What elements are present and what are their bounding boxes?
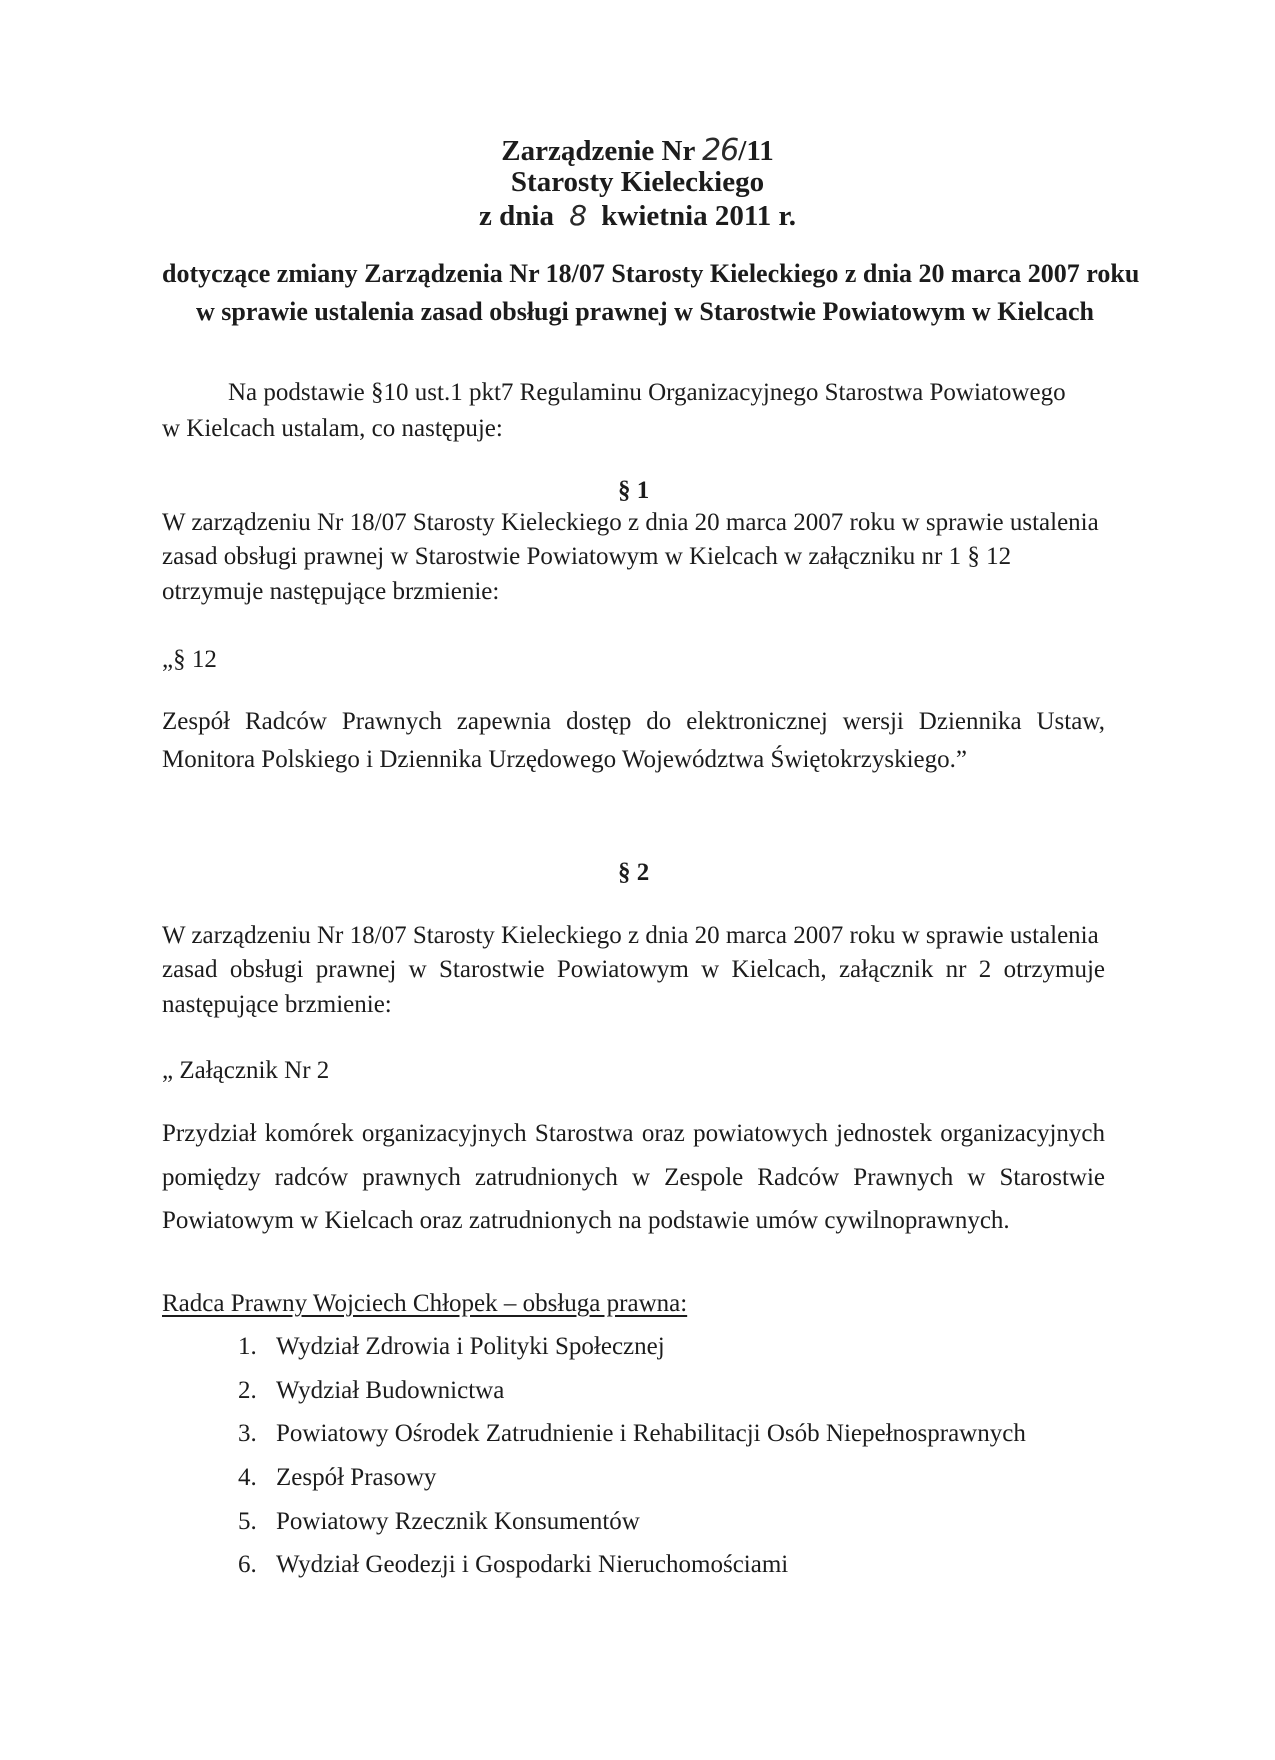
quote-line-1: Zespół Radców Prawnych zapewnia dostęp do elektronicznej wersji Dziennika Ustaw, [162, 708, 1105, 735]
list-item [238, 1377, 504, 1405]
list-item-number: 4. [238, 1464, 257, 1491]
list-item-number: 1. [238, 1333, 257, 1360]
document-title [0, 133, 1275, 168]
section-1-line-1: W zarządzeniu Nr 18/07 Starosty Kieleckiego z dnia 20 marca 2007 roku w sprawie ustalenia [162, 509, 1099, 536]
date-prefix: z dnia [479, 200, 562, 232]
preamble-line-1: Na podstawie §10 ust.1 pkt7 Regulaminu Organizacyjnego Starostwa Powiatowego [228, 379, 1066, 406]
date-suffix: kwietnia 2011 r. [594, 200, 796, 232]
section-1-line-3: otrzymuje następujące brzmienie: [162, 578, 500, 605]
subject-line-2: w sprawie ustalenia zasad obsługi prawnej w Starostwie Powiatowym w Kielcach [196, 297, 1094, 326]
list-item [238, 1333, 665, 1361]
annex-heading: „ Załącznik Nr 2 [162, 1057, 330, 1084]
annex-para-line-1: Przydział komórek organizacyjnych Starostwa oraz powiatowych jednostek organizacyjnych [162, 1120, 1105, 1147]
quote-heading-12: „§ 12 [162, 646, 217, 673]
list-item-text: Wydział Geodezji i Gospodarki Nieruchomościami [276, 1551, 789, 1578]
handwritten-day: 8 [569, 199, 587, 232]
list-item [238, 1551, 788, 1579]
list-item-text: Wydział Budownictwa [276, 1377, 505, 1404]
section-1-heading: § 1 [618, 477, 650, 504]
document-date [0, 199, 1275, 233]
list-item-text: Wydział Zdrowia i Polityki Społecznej [276, 1333, 665, 1360]
annex-para-line-2: pomiędzy radców prawnych zatrudnionych w Zespole Radców Prawnych w Starostwie [162, 1164, 1105, 1191]
list-item [238, 1420, 1026, 1448]
list-item-text: Powiatowy Rzecznik Konsumentów [276, 1508, 640, 1535]
list-item-text: Powiatowy Ośrodek Zatrudnienie i Rehabilitacji Osób Niepełnosprawnych [276, 1420, 1026, 1447]
annex-para-line-3: Powiatowym w Kielcach oraz zatrudnionych na podstawie umów cywilnoprawnych. [162, 1207, 1010, 1234]
section-2-heading: § 2 [618, 859, 650, 886]
subject-line-1: dotyczące zmiany Zarządzenia Nr 18/07 Starosty Kieleckiego z dnia 20 marca 2007 roku [162, 259, 1140, 288]
title-prefix: Zarządzenie Nr [501, 135, 703, 167]
handwritten-number: 26 [702, 133, 739, 168]
quote-line-2: Monitora Polskiego i Dziennika Urzędowego Województwa Świętokrzyskiego.” [162, 746, 967, 773]
section-2-line-3: następujące brzmienie: [162, 991, 392, 1018]
document-issuer: Starosty Kieleckiego [510, 166, 765, 198]
list-item-number: 2. [238, 1377, 257, 1404]
list-item-number: 5. [238, 1508, 257, 1535]
section-1-line-2: zasad obsługi prawnej w Starostwie Powiatowym w Kielcach w załączniku nr 1 § 12 [162, 543, 1012, 570]
list-item-number: 3. [238, 1420, 257, 1447]
title-suffix: /11 [738, 135, 774, 167]
list-item-text: Zespół Prasowy [276, 1464, 437, 1491]
section-2-line-1: W zarządzeniu Nr 18/07 Starosty Kieleckiego z dnia 20 marca 2007 roku w sprawie ustalenia [162, 922, 1099, 949]
preamble-line-2: w Kielcach ustalam, co następuje: [162, 415, 503, 442]
assignment-heading: Radca Prawny Wojciech Chłopek – obsługa prawna: [162, 1290, 688, 1317]
section-2-line-2: zasad obsługi prawnej w Starostwie Powiatowym w Kielcach, załącznik nr 2 otrzymuje [162, 956, 1105, 983]
list-item [238, 1508, 640, 1536]
list-item-number: 6. [238, 1551, 257, 1578]
list-item [238, 1464, 436, 1492]
